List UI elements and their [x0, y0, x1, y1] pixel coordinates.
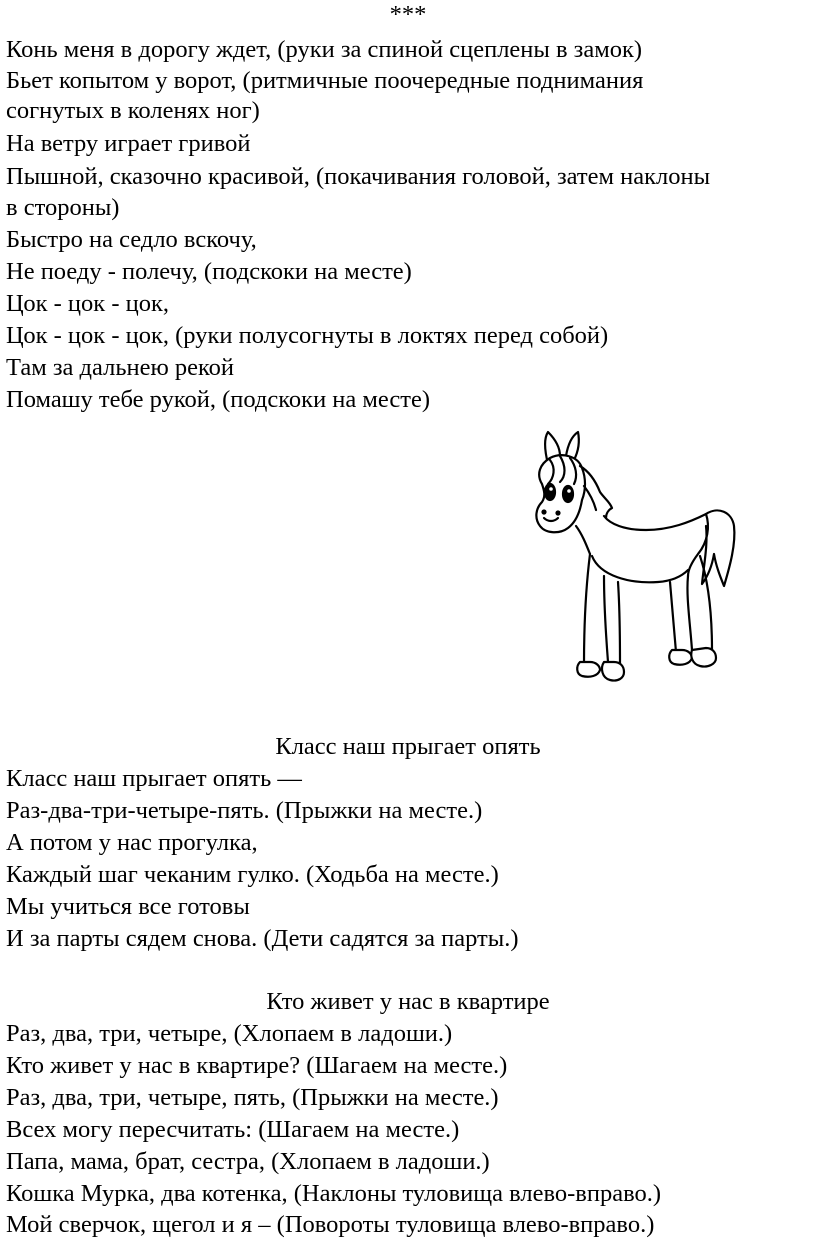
poem3-line: Раз, два, три, четыре, пять, (Прыжки на месте.) — [6, 1084, 499, 1111]
poem3-line: Кошка Мурка, два котенка, (Наклоны туловища влево-вправо.) — [6, 1180, 662, 1207]
poem1-line: Цок - цок - цок, (руки полусогнуты в локтях перед собой) — [6, 322, 609, 349]
poem1-line: Быстро на седло вскочу, — [6, 226, 257, 253]
poem1-line: Цок - цок - цок, — [6, 290, 169, 317]
poem2-line: Мы учиться все готовы — [6, 893, 250, 920]
poem1-line: Бьет копытом у ворот, (ритмичные поочередные поднимания — [6, 67, 644, 94]
poem2-line: А потом у нас прогулка, — [6, 829, 258, 856]
poem1-line: Конь меня в дорогу ждет, (руки за спиной сцеплены в замок) — [6, 36, 643, 63]
poem3-line: Кто живет у нас в квартире? (Шагаем на месте.) — [6, 1052, 508, 1079]
poem3-line: Папа, мама, брат, сестра, (Хлопаем в ладоши.) — [6, 1148, 490, 1175]
poem1-line: Там за дальнею рекой — [6, 354, 235, 381]
poem2-line: И за парты сядем снова. (Дети садятся за парты.) — [6, 925, 519, 952]
poem3-line: Мой сверчок, щегол и я – (Повороты туловища влево-вправо.) — [6, 1211, 655, 1238]
poem3-line: Всех могу пересчитать: (Шагаем на месте.) — [6, 1116, 460, 1143]
poem1-line: в стороны) — [6, 194, 120, 221]
poem1-line: На ветру играет гривой — [6, 130, 251, 157]
poem1-line: Не поеду - полечу, (подскоки на месте) — [6, 258, 412, 285]
poem1-line: Помашу тебе рукой, (подскоки на месте) — [6, 386, 431, 413]
poem2-line: Класс наш прыгает опять — — [6, 765, 302, 792]
poem2-line: Раз-два-три-четыре-пять. (Прыжки на месте.) — [6, 797, 483, 824]
poem1-heading: *** — [389, 1, 427, 28]
poem1-line: Пышной, сказочно красивой, (покачивания головой, затем наклоны — [6, 163, 711, 190]
horse-illustration-icon — [520, 426, 750, 691]
poem2-line: Каждый шаг чеканим гулко. (Ходьба на месте.) — [6, 861, 499, 888]
poem3-title: Кто живет у нас в квартире — [266, 988, 550, 1015]
poem3-line: Раз, два, три, четыре, (Хлопаем в ладоши.) — [6, 1020, 453, 1047]
poem2-title: Класс наш прыгает опять — [275, 733, 541, 760]
poem1-line: согнутых в коленях ног) — [6, 97, 260, 124]
